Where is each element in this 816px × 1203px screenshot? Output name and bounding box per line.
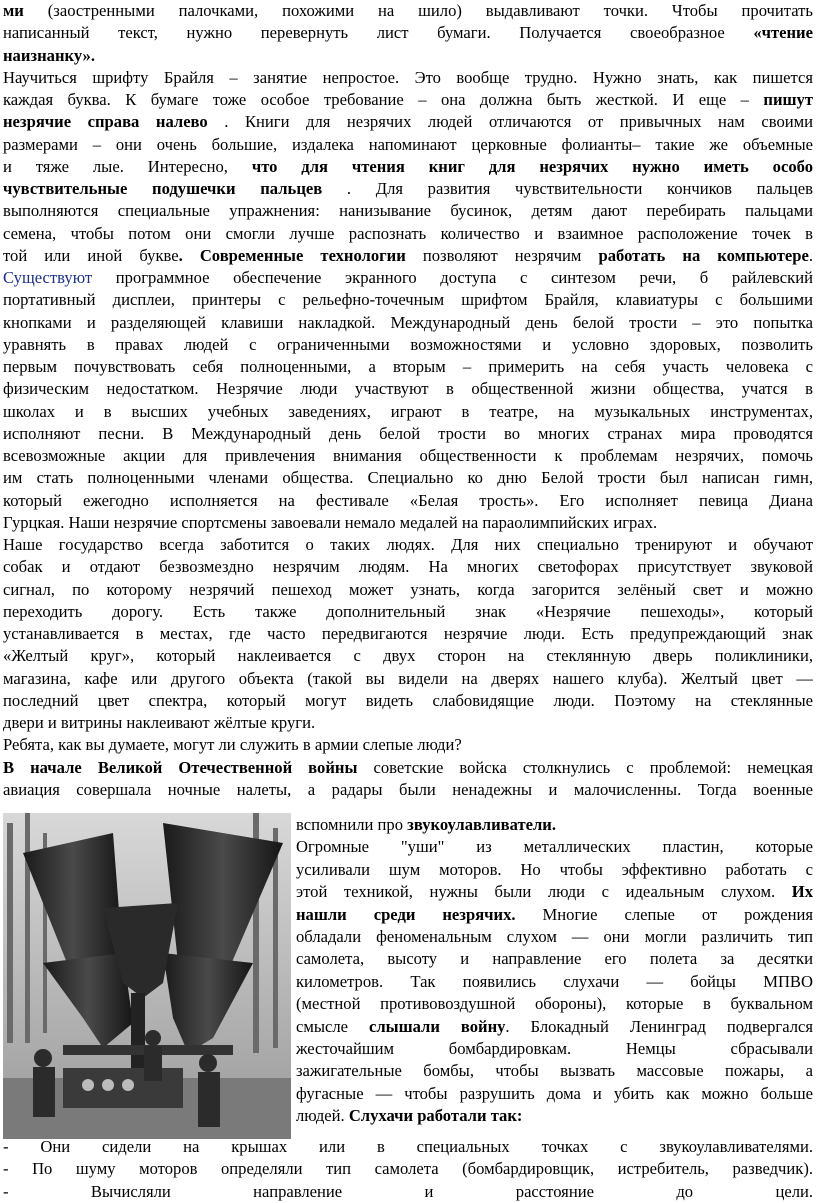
text-segment: фугасные — чтобы разрушить дома и убить как можно больше: [296, 1083, 813, 1103]
text-line-1: [3, 0, 813, 22]
text-segment: что для чтения книг для незрячих нужно иметь особо: [251, 156, 813, 176]
text-line-20: [3, 423, 813, 445]
text-segment: размерами – они очень большие, издалека напоминают церковные фолианты– такие же объемные: [3, 134, 813, 154]
text-segment: позволяют незрячим: [405, 245, 599, 265]
text-segment: Огромные "уши" из металлических пластин, которые: [296, 837, 813, 857]
text-segment: им стать полноценными членами общества. Специально ко дню Белой трости был написан гимн,: [3, 468, 813, 488]
right-line-12: [296, 1060, 813, 1082]
text-segment: незрячие справа налево: [3, 112, 208, 132]
text-line-5: [3, 89, 813, 111]
text-line-14: [3, 289, 813, 311]
right-line-11: [296, 1038, 813, 1060]
text-line-19: [3, 401, 813, 423]
text-segment: Существуют: [3, 268, 93, 287]
text-line-10: [3, 200, 813, 222]
right-line-6: [296, 926, 813, 948]
text-line-35: [3, 757, 813, 779]
right-line-10: [296, 1016, 813, 1038]
text-line-28: [3, 601, 813, 623]
text-segment: вспомнили про: [296, 815, 408, 834]
right-line-3: [296, 859, 813, 881]
text-segment: этой техникой, нужны были люди с идеальным слухом.: [296, 882, 792, 902]
text-segment: устанавливается в местах, где часто передвигаются незрячие люди. Есть предупреждающий знак: [3, 624, 813, 643]
text-segment: двери и витрины наклеивают жёлтые круги.: [3, 713, 316, 732]
text-segment: В начале Великой Отечественной войны: [3, 757, 358, 777]
text-line-16: [3, 334, 813, 356]
text-line-32: [3, 690, 813, 712]
text-segment: магазина, кафе или другого объекта (такой вы видели на дверях нашего клуба). Желтый цвет —: [3, 668, 813, 688]
text-segment: . Книги для незрячих людей отличаются от привычных нам своими: [207, 112, 813, 132]
text-line-9: [3, 178, 813, 200]
text-segment: Многие слепые от рождения: [515, 904, 813, 924]
text-segment: той или иной букве: [3, 245, 179, 265]
text-segment: авиация совершала ночные налеты, а радары были ненадежны и малочисленны. Тогда военные: [3, 779, 813, 799]
text-segment: обладали феноменальным слухом — они могли различить тип: [296, 927, 813, 946]
text-segment: нашли среди незрячих.: [296, 904, 516, 924]
text-segment: семена, чтобы потом они смогли лучше распознать количество и взаимное расположение точек в: [3, 223, 813, 243]
text-segment: - По шуму моторов определяли тип самолета (бомбардировщик, истребитель, разведчик).: [3, 1159, 813, 1179]
text-segment: первым почувствовать себя полноценными, а вторым – примерить на себя участь человека с: [3, 357, 813, 376]
text-segment: Наше государство всегда заботится о таких людях. Для них специально тренируют и обучают: [3, 535, 813, 554]
text-line-30: [3, 645, 813, 667]
text-line-23: [3, 490, 813, 512]
text-line-8: [3, 156, 813, 178]
text-segment: «чтение: [753, 23, 813, 43]
text-line-29: [3, 623, 813, 645]
text-segment: школах и в высших учебных заведениях, играют в театре, на музыкальных инструментах,: [3, 401, 813, 421]
text-segment: слышали войну: [368, 1016, 506, 1036]
text-segment: уравнять в правах людей с ограниченными возможностями и условно здоровых, позволить: [3, 334, 813, 354]
text-segment: Их: [791, 882, 813, 902]
text-line-12: [3, 245, 813, 267]
text-segment: самолета, высоту и направление его полета за десятки: [296, 949, 813, 969]
text-line-13: [3, 267, 813, 289]
text-line-17: [3, 356, 813, 378]
text-segment: ми: [3, 1, 24, 20]
sound-locator-photo: [3, 813, 291, 1139]
text-line-34: [3, 734, 813, 756]
text-segment: Ребята, как вы думаете, могут ли служить в армии слепые люди?: [3, 735, 462, 755]
text-segment: собак и отдают безвозмездно незрячим людям. На многих светофорах присутствует звуковой: [3, 557, 813, 577]
text-segment: портативный дисплеи, принтеры с рельефно-точечным шрифтом Брайля, клавиатуры с большими: [3, 290, 813, 310]
text-segment: километров. Так появились слухачи — бойцы МПВО: [296, 971, 813, 991]
text-segment: выполняются специальные упражнения: нанизывание бусинок, детям дают перебирать пальцами: [3, 201, 813, 221]
text-segment: работать на компьютере: [598, 245, 809, 265]
text-line-7: [3, 134, 813, 156]
text-line-3: [3, 45, 813, 67]
right-line-1: [296, 814, 813, 836]
text-segment: - Они сидели на крышах или в специальных точках с звукоулавливателями.: [3, 1137, 813, 1156]
text-segment: .: [808, 245, 813, 265]
text-segment: Слухачи работали так:: [348, 1106, 523, 1126]
text-segment: советские войска столкнулись с проблемой: немецкая: [357, 757, 813, 777]
text-segment: (заостренными палочками, похожими на шило) выдавливают точки. Чтобы прочитать: [23, 1, 813, 20]
text-segment: Научиться шрифту Брайля – занятие непростое. Это вообще трудно. Нужно знать, как пишется: [3, 67, 813, 87]
text-segment: жесточайшим бомбардировкам. Немцы сбрасывали: [296, 1039, 813, 1058]
text-segment: звукоулавливатели.: [407, 815, 557, 834]
text-segment: усиливали шум моторов. Но чтобы эффективно работать с: [296, 859, 813, 879]
text-segment: который ежегодно исполняется на фестивале «Белая трость». Его исполняет певица Диана: [3, 490, 813, 510]
text-segment: физическим недостатком. Незрячие люди участвуют в общественной жизни общества, учатся в: [3, 379, 813, 399]
right-line-5: [296, 904, 813, 926]
text-segment: и тяже лые. Интересно,: [3, 156, 252, 176]
list-item-1: [3, 1136, 813, 1158]
text-segment: Гурцкая. Наши незрячие спортсмены завоевали немало медалей на параолимпийских играх.: [3, 512, 658, 532]
text-line-4: [3, 67, 813, 89]
text-line-18: [3, 378, 813, 400]
text-segment: кнопками и разделяющей клавиши накладкой. Международный день белой трости – это попытка: [3, 312, 813, 332]
text-line-15: [3, 312, 813, 334]
right-line-13: [296, 1083, 813, 1105]
text-segment: «Желтый круг», который наклеивается с двух сторон на стеклянную дверь поликлиники,: [3, 646, 813, 666]
text-line-21: [3, 445, 813, 467]
text-segment: всевозможные акции для привлечения внимания общественности к проблемам незрячих, помочь: [3, 446, 813, 465]
text-line-36: [3, 779, 813, 801]
text-segment: сигнал, по которому незрячий пешеход может узнать, когда загорится зелёный свет и можно: [3, 579, 813, 599]
right-line-2: [296, 836, 813, 858]
text-segment: . Блокадный Ленинград подвергался: [505, 1016, 813, 1036]
right-line-7: [296, 948, 813, 970]
text-segment: каждая буква. К бумаге тоже особое требование – она должна быть жесткой. И еще –: [3, 90, 764, 109]
text-segment: смысле: [296, 1016, 369, 1036]
text-segment: - Вычисляли направление и расстояние до цели.: [3, 1181, 813, 1201]
text-segment: зажигательные бомбы, чтобы вызвать массовые пожары, а: [296, 1061, 813, 1081]
text-segment: написанный текст, нужно перевернуть лист бумаги. Получается своеобразное: [3, 23, 754, 43]
right-line-4: [296, 881, 813, 903]
text-line-26: [3, 556, 813, 578]
text-segment: последний цвет спектра, который могут видеть слабовидящие люди. Поэтому на стеклянные: [3, 690, 813, 710]
text-line-11: [3, 223, 813, 245]
text-segment: программное обеспечение экранного доступа с синтезом речи, б райлевский: [92, 268, 813, 287]
text-line-22: [3, 467, 813, 489]
text-line-24: [3, 512, 813, 534]
text-line-31: [3, 668, 813, 690]
text-segment: (местной противовоздушной обороны), которые в буквальном: [296, 994, 813, 1014]
text-line-33: [3, 712, 813, 734]
text-line-25: [3, 534, 813, 556]
text-line-27: [3, 579, 813, 601]
text-segment: пишут: [763, 90, 813, 109]
text-line-2: [3, 22, 813, 44]
right-line-8: [296, 971, 813, 993]
text-segment: людей.: [296, 1106, 349, 1126]
text-segment: . Для развития чувствительности кончиков пальцев: [322, 179, 813, 198]
list-item-3: [3, 1181, 813, 1203]
right-line-9: [296, 993, 813, 1015]
text-line-6: [3, 111, 813, 133]
text-segment: исполняют песни. В Международный день белой трости во многих странах мира проводятся: [3, 423, 813, 443]
text-segment: переходить дорогу. Есть также дополнительный знак «Незрячие пешеходы», который: [3, 601, 813, 621]
text-segment: чувствительные подушечки пальцев: [3, 179, 323, 198]
text-segment: . Современные технологии: [178, 245, 406, 265]
photo-illustration: [3, 813, 291, 1139]
right-line-14: [296, 1105, 813, 1127]
list-item-2: [3, 1158, 813, 1180]
text-segment: наизнанку».: [3, 45, 95, 65]
